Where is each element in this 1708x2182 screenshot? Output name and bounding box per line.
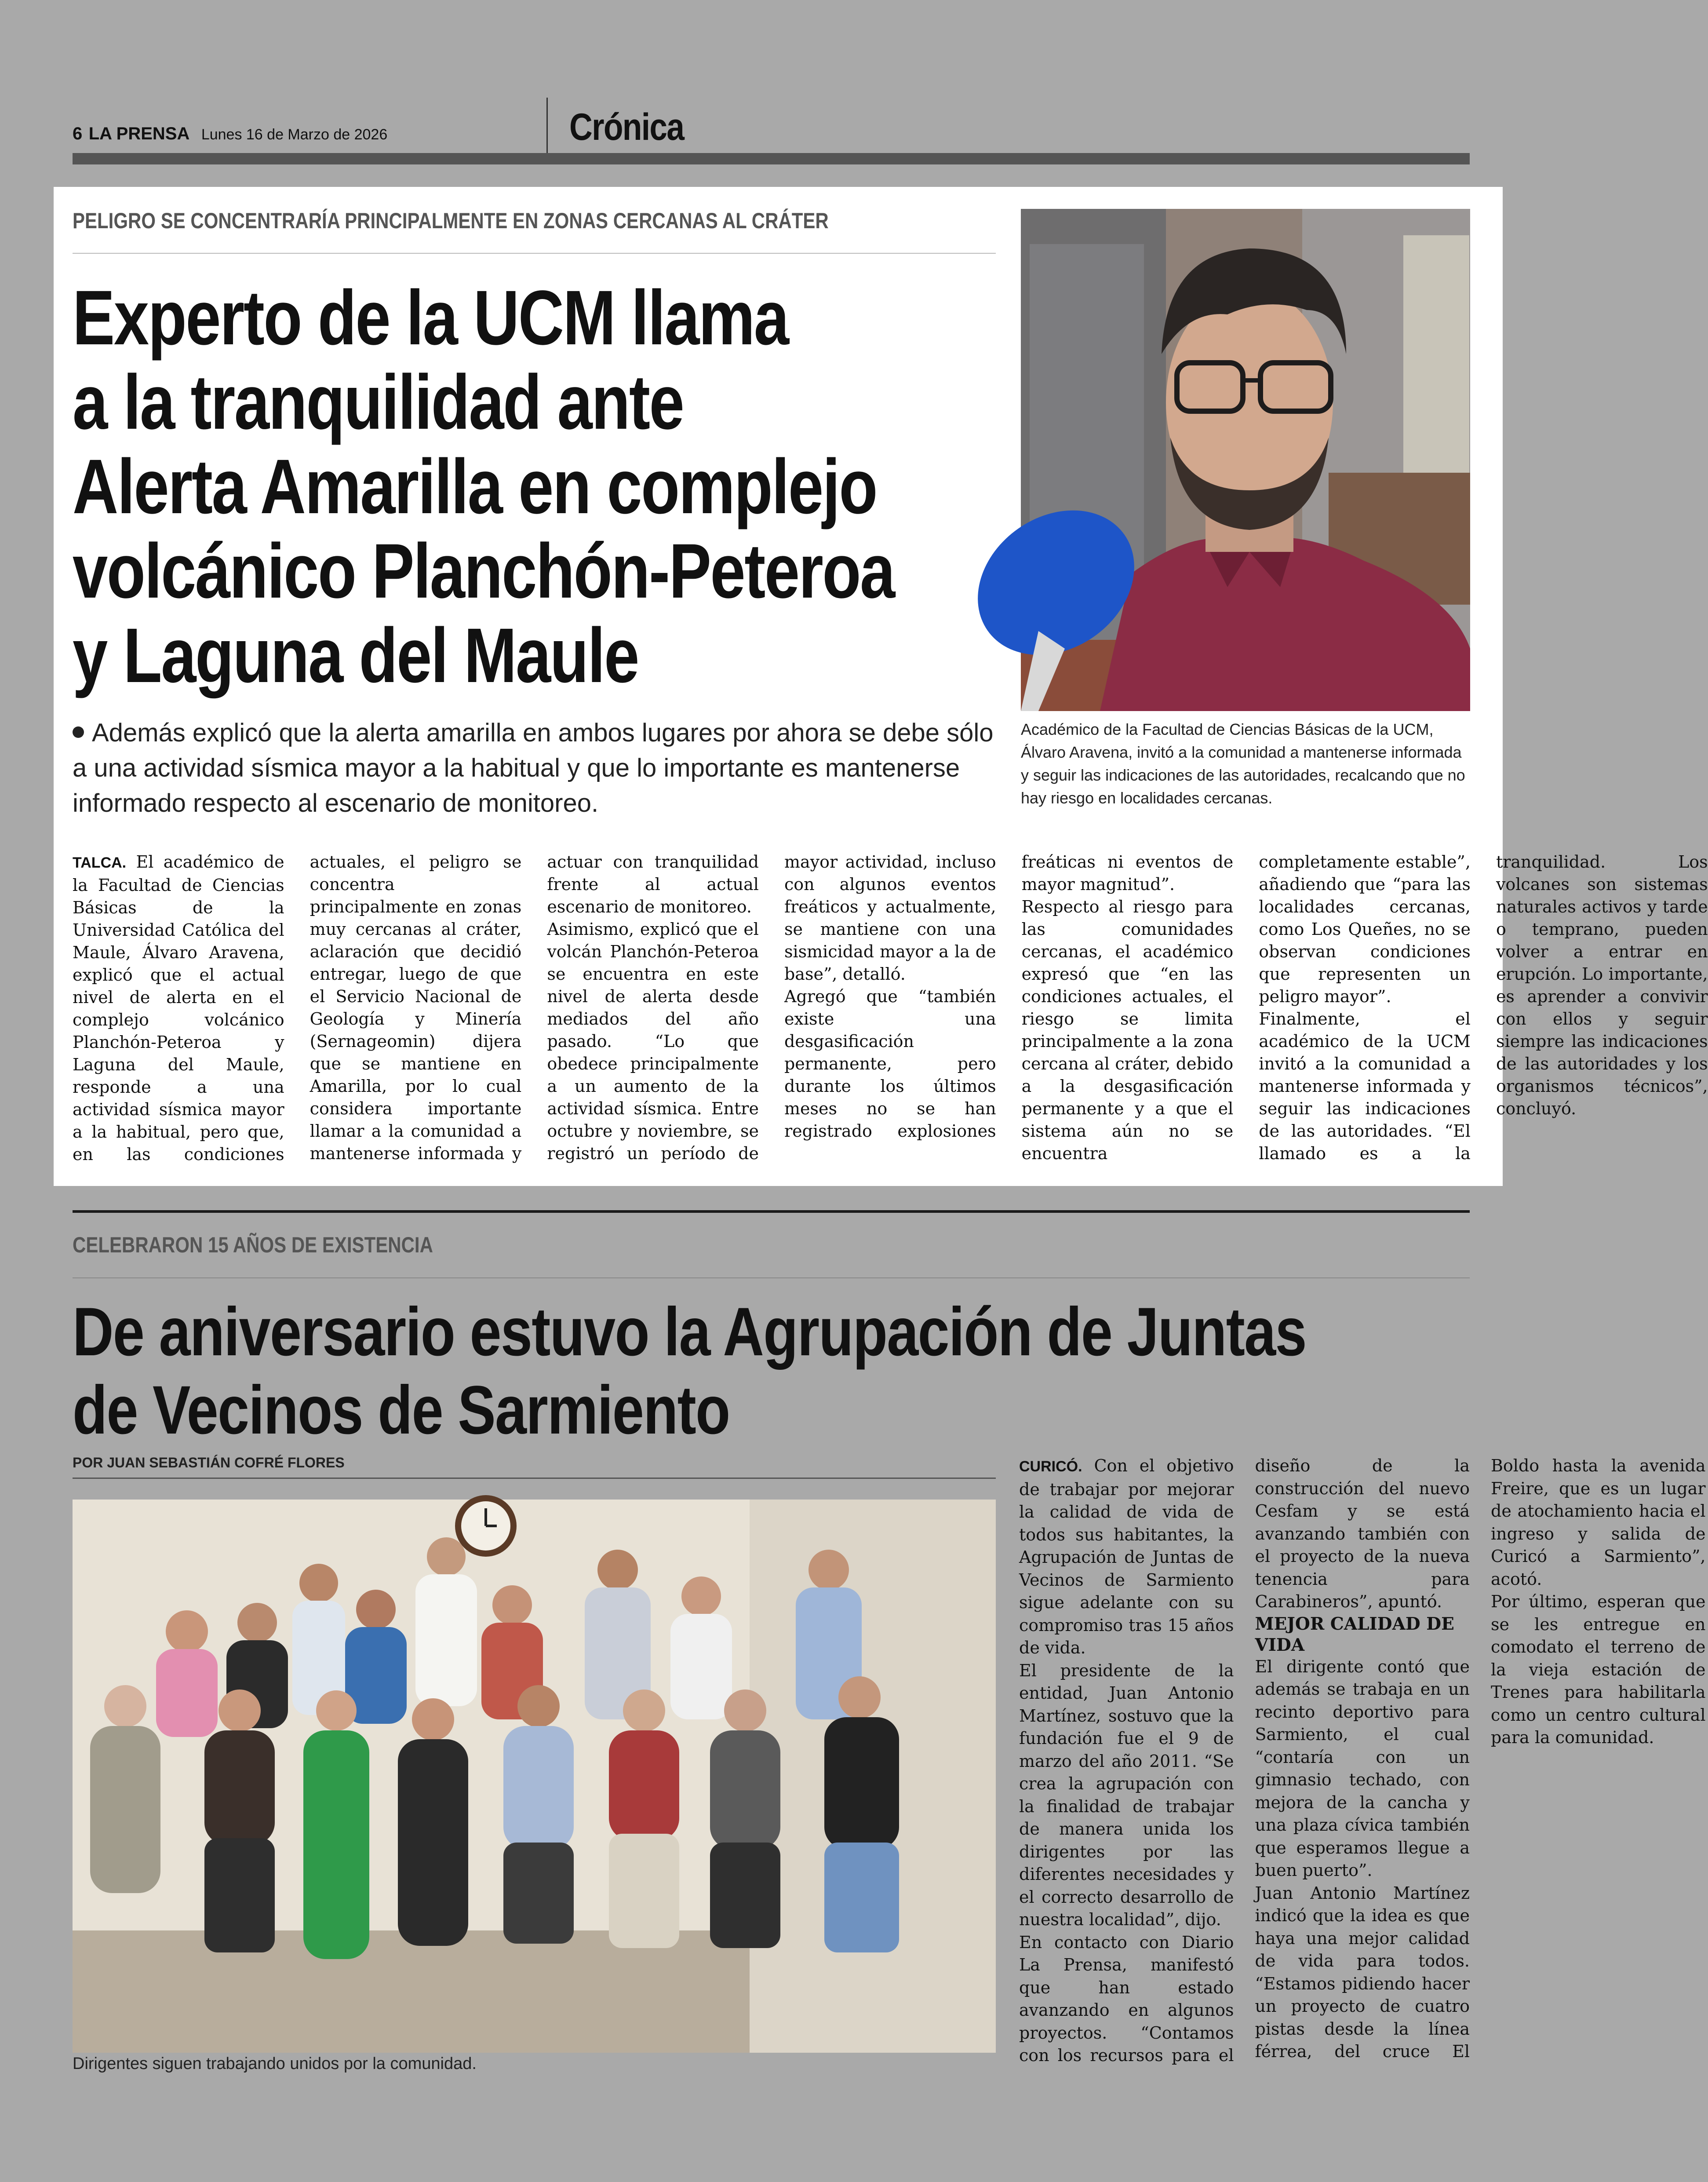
body-paragraph: Agregó que “también existe una desgasificación permanente, pero durante los últimos meses no se han registrado explosiones freáticas ni eventos de mayor magnitud”. [784,852,1234,1141]
portrait-caption: Académico de la Facultad de Ciencias Básicas de la UCM, Álvaro Aravena, invitó a la comunidad a mantenerse informada y seguir las indicaciones de las autoridades, recalcando que no hay riesgo en localidades cercanas. [1021,720,1465,807]
kicker-rule [73,253,996,254]
issue-date: Lunes 16 de Marzo de 2026 [201,126,388,143]
paper-name: LA PRENSA [88,124,190,143]
byline-rule [73,1478,996,1479]
article2-headline [73,1293,1386,1449]
body-paragraph [1019,1455,1234,1660]
body-paragraph: Por último, esperan que se les entregue en comodato el terreno de la vieja estación de Trenes para habilitarla como un centro cultural para la comunidad. [1491,1592,1706,1747]
section-title: Crónica [569,106,684,148]
folio [73,124,387,144]
header-rule [73,153,1470,164]
header-divider [546,98,548,155]
dateline: TALCA. [73,854,127,871]
article-separator [73,1210,1470,1213]
article-volcano [54,187,1708,1186]
article1-kicker: PELIGRO SE CONCENTRARÍA PRINCIPALMENTE EN ZONAS CERCANAS AL CRÁTER [73,208,829,233]
body-paragraph: El presidente de la entidad, Juan Antonio Martínez, sostuvo que la fundación fue el 9 de marzo del año 2011. “Se crea la agrupación con la finalidad de trabajar de manera unida los dirigentes por las diferentes necesidades y el correcto desarrollo de nuestra localidad”, dijo. [1019,1660,1234,1929]
body-paragraph: Finalmente, el académico de la UCM invitó a la comunidad a mantenerse informada y seguir las indicaciones de las autoridades. “El llamado es a la tranquilidad. Los volcanes son sistemas naturales activos y tarde o temprano, pueden volver a entrar en erupción. Lo importante, es aprender a convivir con ellos y seguir siempre las indicaciones de las autoridades y los organismos técnicos”, concluyó. [1259,852,1708,1163]
headline-line: a la tranquilidad ante [73,359,684,445]
headline-line: De aniversario estuvo la Agrupación de Juntas [73,1294,1306,1370]
body-paragraph: En contacto con Diario La Prensa, manifestó que han estado avanzando en algunos proyectos. “Contamos con los recursos para el diseño de la construcción del nuevo Cesfam y se está avanzando también con el proyecto de la nueva tenencia para Carabineros”, apuntó. [1019,1456,1470,2065]
article1-body [73,851,1708,1168]
portrait-illustration [1021,209,1470,711]
headline-line: de Vecinos de Sarmiento [73,1372,730,1449]
subheading: MEJOR CALIDAD DE VIDA [1255,1613,1454,1655]
paragraph-text: Con el objetivo de trabajar por mejorar la calidad de vida de todos sus habitantes, la Agrupación de Juntas de Vecinos de Sarmiento sigue adelante con su compromiso tras 15 años de vida. [1019,1456,1234,1657]
dateline: CURICÓ. [1019,1458,1082,1475]
headline-line: y Laguna del Maule [73,613,638,699]
page-number: 6 [73,124,83,143]
portrait-photo [1021,209,1470,711]
group-photo [73,1500,996,2053]
article1-lead [73,715,1005,821]
article2-body [1019,1455,1706,2079]
body-paragraph: Respecto al riesgo para las comunidades cercanas, el académico expresó que “en las condiciones actuales, el riesgo se limita principalmente a la zona cercana al cráter, debido a la desgasificación permanente y a que el sistema aún no se encuentra completamente estable”, añadiendo que “para las localidades cercanas, como Los Queñes, no se observan condiciones que representen un peligro mayor”. [1021,852,1471,1163]
body-paragraph: Asimismo, explicó que el volcán Planchón-Peteroa se encuentra en este nivel de alerta desde mediados del año pasado. “Lo que obedece principalmente a un aumento de la actividad sísmica. Entre octubre y noviembre, se registró un período de mayor actividad, incluso con algunos eventos freáticos y actualmente, se mantiene con una sismicidad mayor a la de base”, detalló. [547,852,996,1163]
byline: POR JUAN SEBASTIÁN COFRÉ FLORES [73,1455,345,1470]
headline-line: Experto de la UCM llama [73,275,788,361]
headline-line: Alerta Amarilla en complejo [73,444,877,530]
body-paragraph: El dirigente contó que además se trabaja en un recinto deportivo para Sarmiento, el cual “contaría con un gimnasio techado, con mejora de la cancha y una plaza cívica también que esperamos llegue a buen puerto”. [1255,1657,1470,1880]
lead-text: Además explicó que la alerta amarilla en ambos lugares por ahora se debe sólo a una actividad sísmica mayor a la habitual y que lo importante es mantenerse informado respecto al escenario de monitoreo. [73,719,994,817]
bullet-icon [73,726,84,738]
paragraph-text: El académico de la Facultad de Ciencias Básicas de la Universidad Católica del Maule, Álvaro Aravena, explicó que el actual nivel de alerta en el complejo volcánico Planchón-Peteroa y Laguna del Maule, responde a una actividad sísmica mayor a la habitual, pero que, en las condiciones actuales, el peligro se concentra principalmente en zonas muy cercanas al cráter, aclaración que decidió entregar, luego de que el Servicio Nacional de Geología y Minería (Sernageomin) dijera que se mantiene en Amarilla, por lo cual considera importante llamar a la comunidad a mantenerse informada y actuar con tranquilidad frente al actual escenario de monitoreo. [73,852,759,1164]
group-photo-caption: Dirigentes siguen trabajando unidos por la comunidad. [73,2054,477,2073]
kicker-rule [73,1277,1470,1278]
body-paragraph: Juan Antonio Martínez indicó que la idea es que haya una mejor calidad de vida para todos. “Estamos pidiendo hacer un proyecto de cuatro pistas desde la línea férrea, del cruce El Boldo hasta la avenida Freire, que es un lugar de atochamiento hacia el ingreso y salida de Curicó a Sarmiento”, acotó. [1255,1456,1706,2061]
group-photo-illustration [73,1500,996,2053]
article1-headline [73,276,974,698]
article2-kicker: CELEBRARON 15 AÑOS DE EXISTENCIA [73,1233,433,1257]
headline-line: volcánico Planchón-Peteroa [73,528,894,614]
